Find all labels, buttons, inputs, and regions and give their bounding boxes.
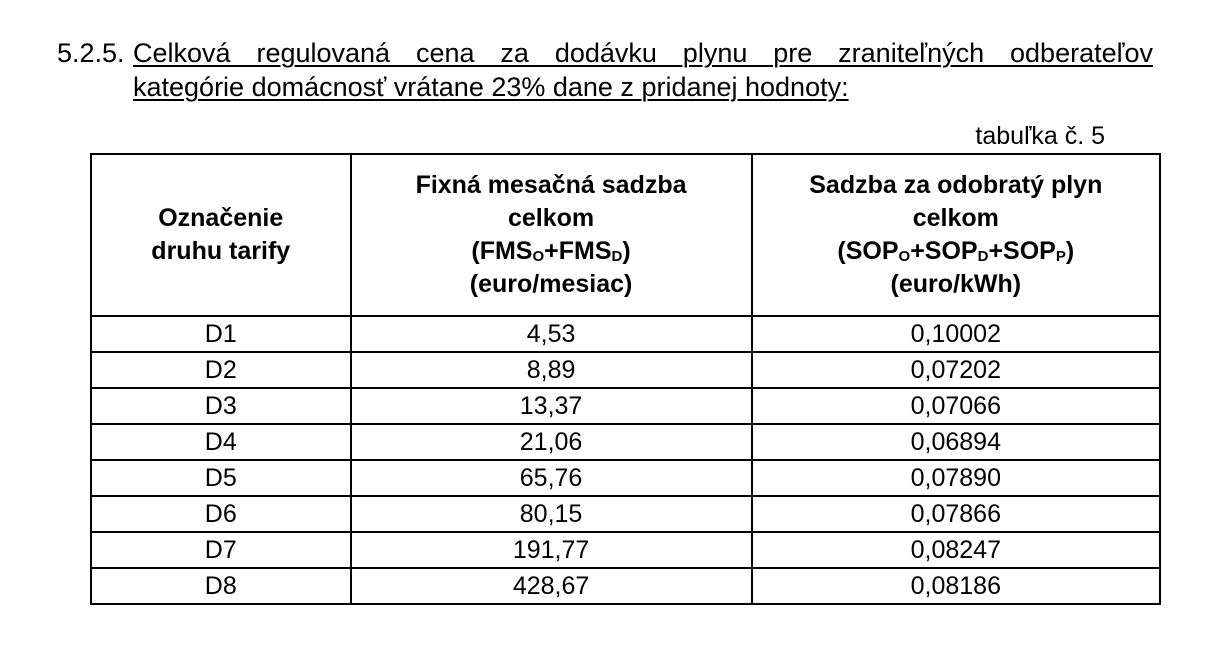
- header-gas-rate: [752, 154, 1160, 316]
- table-row: [91, 460, 1160, 496]
- section-number: 5.2.5.: [57, 38, 125, 68]
- table-row: [91, 352, 1160, 388]
- header-col2-unit: (euro/mesiac): [469, 270, 633, 298]
- cell-tariff: D4: [91, 424, 351, 460]
- table-header-row: [91, 154, 1160, 316]
- table-row: [91, 388, 1160, 424]
- table-row: [91, 316, 1160, 352]
- cell-tariff: D6: [91, 496, 351, 532]
- cell-tariff: D2: [91, 352, 351, 388]
- cell-gas-rate: 0,07066: [752, 388, 1160, 424]
- cell-fixed-rate: 21,06: [351, 424, 752, 460]
- cell-fixed-rate: 80,15: [351, 496, 752, 532]
- cell-fixed-rate: 191,77: [351, 532, 752, 568]
- cell-fixed-rate: 4,53: [351, 316, 752, 352]
- cell-gas-rate: 0,08186: [752, 568, 1160, 604]
- header-col3-formula: $(SOP_O+SOP_D+SOP_P)$: [837, 237, 1075, 265]
- tariff-table: [90, 153, 1161, 605]
- header-col1-line1: Označenie: [158, 204, 284, 232]
- cell-gas-rate: 0,10002: [752, 316, 1160, 352]
- cell-fixed-rate: 428,67: [351, 568, 752, 604]
- table-row: [91, 568, 1160, 604]
- cell-tariff: D8: [91, 568, 351, 604]
- header-col2-formula: $(FMS_O+FMS_D)$: [471, 237, 631, 265]
- cell-gas-rate: 0,08247: [752, 532, 1160, 568]
- cell-gas-rate: 0,07202: [752, 352, 1160, 388]
- cell-tariff: D3: [91, 388, 351, 424]
- cell-gas-rate: 0,07866: [752, 496, 1160, 532]
- table-label: tabuľka č. 5: [975, 122, 1105, 150]
- header-col2-line2: celkom: [507, 204, 595, 232]
- table-row: [91, 496, 1160, 532]
- header-tariff-designation: [91, 154, 351, 316]
- cell-fixed-rate: 8,89: [351, 352, 752, 388]
- section-title-line-2: kategórie domácnosť vrátane 23% dane z pridanej hodnoty:: [133, 72, 849, 102]
- table-row: [91, 424, 1160, 460]
- header-col3-unit: (euro/kWh): [890, 270, 1022, 298]
- cell-tariff: D5: [91, 460, 351, 496]
- header-col1-line2: druhu tarify: [151, 237, 291, 265]
- header-col3-line2: celkom: [912, 204, 999, 232]
- header-col2-line1: Fixná mesačná sadzba: [415, 171, 687, 199]
- section-title-line-1: Celková regulovaná cena za dodávku plynu pre zraniteľných odberateľov: [133, 38, 1153, 68]
- cell-fixed-rate: 65,76: [351, 460, 752, 496]
- table-row: [91, 532, 1160, 568]
- header-fixed-monthly-rate: [351, 154, 752, 316]
- cell-gas-rate: 0,07890: [752, 460, 1160, 496]
- header-col3-line1: Sadzba za odobratý plyn: [809, 171, 1103, 199]
- cell-tariff: D1: [91, 316, 351, 352]
- cell-tariff: D7: [91, 532, 351, 568]
- cell-fixed-rate: 13,37: [351, 388, 752, 424]
- cell-gas-rate: 0,06894: [752, 424, 1160, 460]
